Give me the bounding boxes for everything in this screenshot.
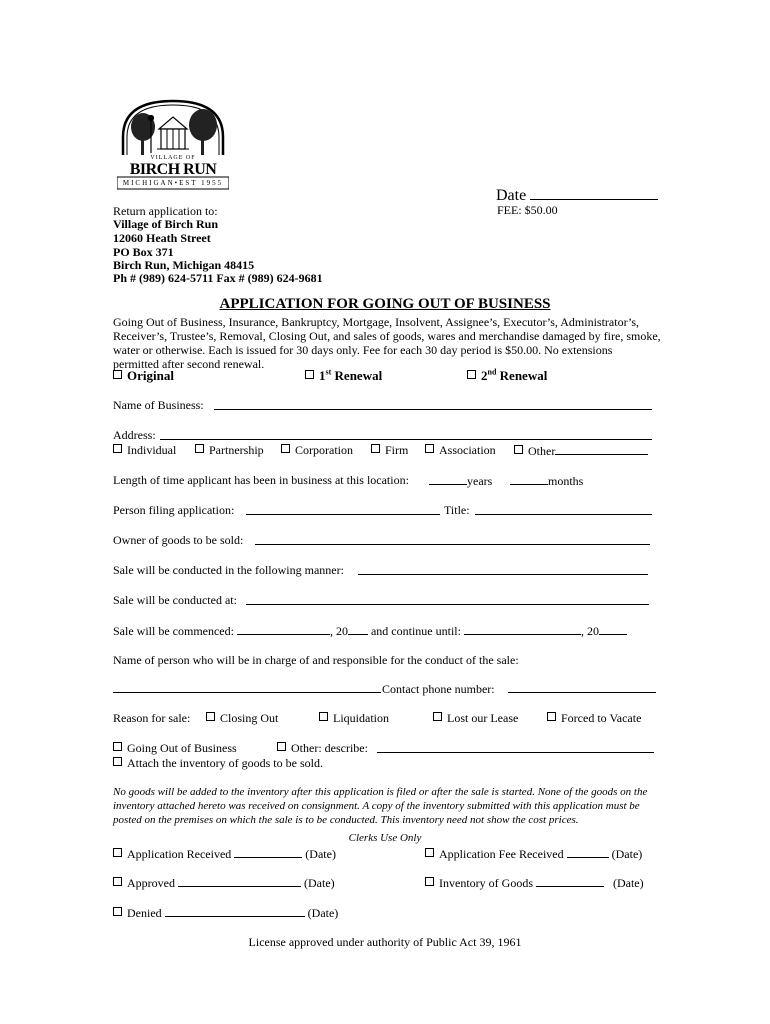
association-checkbox[interactable] [425,444,434,453]
inventory-notice: No goods will be added to the inventory after this application is filed or after the sale is started. None of the goods on the inventory attached hereto was received on consignment. A copy of the inventory submitted with this application must be posted on the premises on which the sale is to be conducted. This inventory need not show the cost prices. [113,786,648,826]
approved-checkbox[interactable] [113,877,122,886]
person-in-charge-label: Name of person who will be in charge of and responsible for the conduct of the sale: [113,653,519,667]
business-name-label: Name of Business: [113,398,204,412]
owner-label: Owner of goods to be sold: [113,533,244,547]
other-reason-field[interactable] [377,752,654,753]
reason-forced-vacate[interactable]: Forced to Vacate [547,711,641,725]
reason-other[interactable]: Other: describe: [277,741,368,755]
title-field[interactable] [475,514,652,515]
footer-authority: License approved under authority of Public Act 39, 1961 [248,935,522,949]
months-field[interactable] [510,473,548,485]
logo-village-of: VILLAGE OF [150,155,196,161]
continue-until-year-field[interactable] [599,623,627,635]
village-logo [117,99,229,191]
return-address-line-3: PO Box 371 [113,245,174,259]
title-label: Title: [444,503,470,517]
entity-firm[interactable]: Firm [371,443,408,457]
years-field[interactable] [429,473,467,485]
return-to-label: Return application to: [113,204,218,218]
going-out-checkbox[interactable] [113,742,122,751]
other-reason-checkbox[interactable] [277,742,286,751]
person-filing-label: Person filing application: [113,503,235,517]
address-label: Address: [113,428,156,442]
corporation-checkbox[interactable] [281,444,290,453]
fee-received-checkbox[interactable] [425,848,434,857]
commenced-year-field[interactable] [348,623,368,635]
logo-name: BIRCH RUN [129,161,217,178]
inventory-of-goods-checkbox[interactable] [425,877,434,886]
second-renewal-option[interactable]: 2nd Renewal [467,368,547,383]
manner-field[interactable] [358,574,648,575]
firm-checkbox[interactable] [371,444,380,453]
return-address-line-5: Ph # (989) 624-5711 Fax # (989) 624-9681 [113,271,323,285]
lost-lease-checkbox[interactable] [433,712,442,721]
entity-individual[interactable]: Individual [113,443,176,457]
intro-paragraph: Going Out of Business, Insurance, Bankruptcy, Mortgage, Insolvent, Assignee’s, Executor’s, Administrator’s, Receiver’s, Trustee’s, Removal, Closing Out, and sales of goods, wares and merchandise damaged by fire, smoke, water or otherwise. Each is issued for 30 days only. Fee for each 30 day period is $50.00. No extensions permitted after second renewal. [113,315,661,371]
form-title: APPLICATION FOR GOING OUT OF BUSINESS [219,296,551,312]
business-name-field[interactable] [214,409,652,410]
individual-checkbox[interactable] [113,444,122,453]
first-renewal-option[interactable]: 1st Renewal [305,368,382,383]
reason-label: Reason for sale: [113,711,191,725]
other-entity-field[interactable] [555,443,648,455]
manner-label: Sale will be conducted in the following manner: [113,563,344,577]
fee-received-field[interactable] [567,846,609,858]
logo-tagline: MICHIGAN•EST 1955 [122,179,224,187]
first-renewal-checkbox[interactable] [305,370,314,379]
application-received-field[interactable] [234,846,302,858]
entity-corporation[interactable]: Corporation [281,443,353,457]
address-field[interactable] [160,439,652,440]
liquidation-checkbox[interactable] [319,712,328,721]
denied-field[interactable] [165,905,305,917]
reason-liquidation[interactable]: Liquidation [319,711,389,725]
denied-checkbox[interactable] [113,907,122,916]
inventory-of-goods-row: Inventory of Goods (Date) [425,875,644,890]
return-address-line-4: Birch Run, Michigan 48415 [113,258,255,272]
years-group: years [429,473,492,488]
return-address-line-2: 12060 Heath Street [113,231,211,245]
conducted-at-label: Sale will be conducted at: [113,593,237,607]
fee-received-row: Application Fee Received (Date) [425,846,642,861]
second-renewal-checkbox[interactable] [467,370,476,379]
entity-partnership[interactable]: Partnership [195,443,264,457]
approved-field[interactable] [178,875,301,887]
approved-row: Approved (Date) [113,875,335,890]
conducted-at-field[interactable] [246,604,649,605]
commenced-date-field[interactable] [237,623,330,635]
commenced-row: Sale will be commenced: , 20 and continue until: , 20 [113,623,627,638]
date-label: Date [496,185,658,205]
entity-association[interactable]: Association [425,443,496,457]
fee-text: FEE: $50.00 [497,203,558,217]
inventory-of-goods-field[interactable] [536,875,604,887]
reason-lost-lease[interactable]: Lost our Lease [433,711,518,725]
clerks-heading: Clerks Use Only [348,832,422,844]
contact-phone-field[interactable] [508,692,656,693]
closing-out-checkbox[interactable] [206,712,215,721]
reason-closing-out[interactable]: Closing Out [206,711,278,725]
person-in-charge-field[interactable] [113,692,381,693]
other-checkbox[interactable] [514,445,523,454]
attach-inventory[interactable]: Attach the inventory of goods to be sold. [113,756,323,770]
months-group: months [510,473,583,488]
owner-field[interactable] [255,544,650,545]
original-option[interactable]: Original [113,368,174,383]
application-received-checkbox[interactable] [113,848,122,857]
forced-vacate-checkbox[interactable] [547,712,556,721]
date-field[interactable] [530,185,658,200]
application-received-row: Application Received (Date) [113,846,336,861]
return-address-line-1: Village of Birch Run [113,217,219,231]
continue-until-date-field[interactable] [464,623,581,635]
length-label: Length of time applicant has been in business at this location: [113,473,409,487]
denied-row: Denied (Date) [113,905,338,920]
original-checkbox[interactable] [113,370,122,379]
person-filing-field[interactable] [246,514,440,515]
contact-phone-label: Contact phone number: [382,682,495,696]
reason-going-out[interactable]: Going Out of Business [113,741,237,755]
attach-inventory-checkbox[interactable] [113,757,122,766]
partnership-checkbox[interactable] [195,444,204,453]
entity-other[interactable]: Other [514,443,648,458]
